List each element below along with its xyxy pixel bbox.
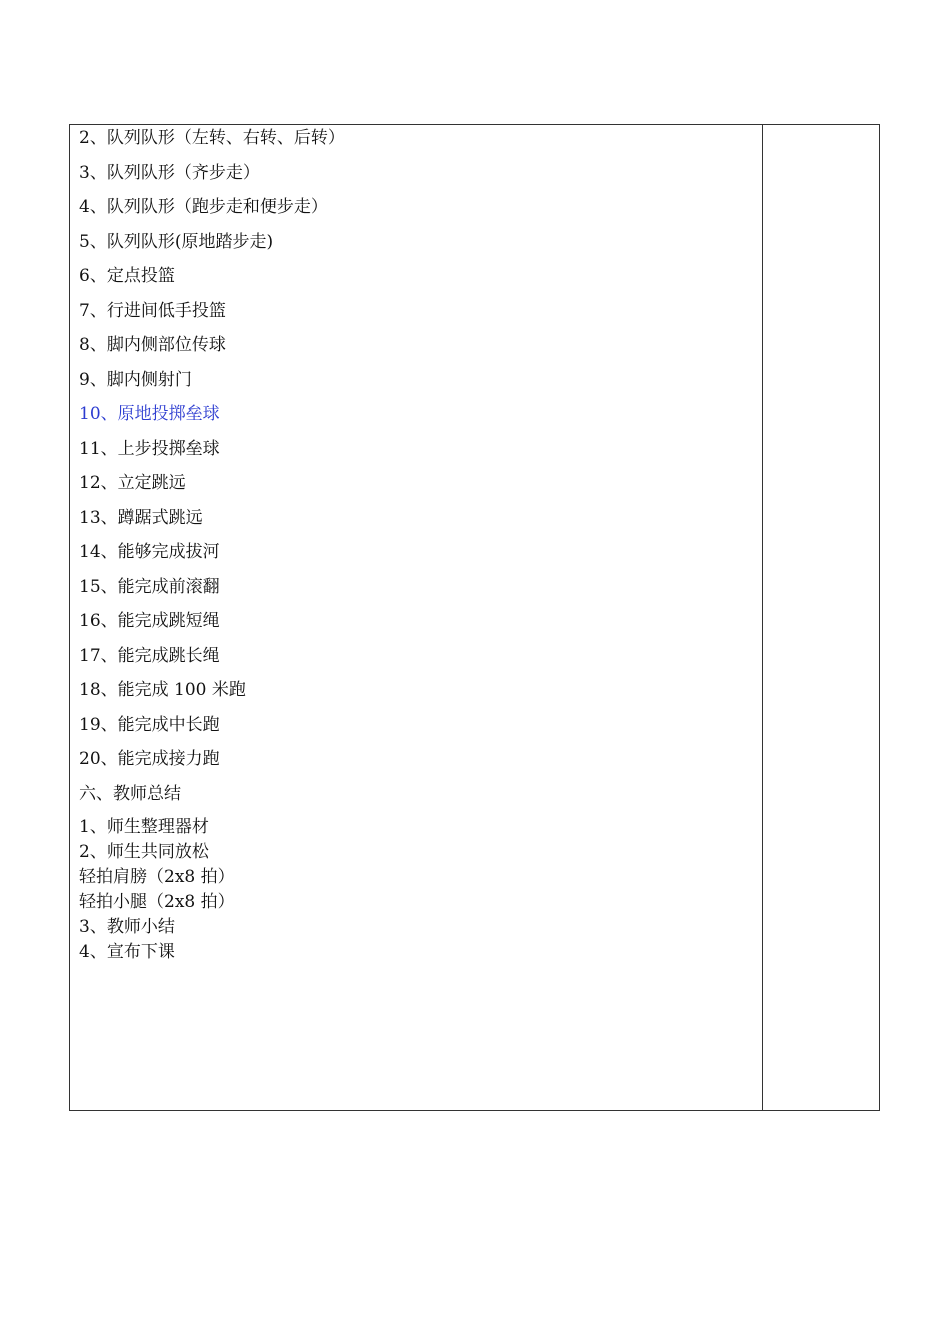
list-item: 19、能完成中长跑	[79, 714, 220, 735]
summary-line: 轻拍肩膀（2x8 拍）	[79, 867, 235, 887]
section-heading: 六、教师总结	[79, 783, 181, 804]
list-item: 8、脚内侧部位传球	[79, 335, 226, 355]
list-item: 17、能完成跳长绳	[79, 645, 220, 666]
summary-list	[79, 815, 754, 965]
list-item: 13、蹲踞式跳远	[79, 507, 203, 528]
list-item: 14、能够完成拔河	[79, 542, 220, 562]
summary-line: 1、师生整理器材	[79, 817, 209, 837]
lesson-table	[69, 124, 880, 1111]
list-item: 12、立定跳远	[79, 473, 186, 493]
list-item: 6、定点投篮	[79, 266, 175, 286]
summary-line: 4、宣布下课	[79, 942, 175, 962]
list-item: 11、上步投掷垒球	[79, 438, 220, 459]
notes-cell	[763, 125, 879, 1110]
list-item: 20、能完成接力跑	[79, 749, 220, 769]
list-item: 16、能完成跳短绳	[79, 611, 220, 631]
list-item: 4、队列队形（跑步走和便步走）	[79, 197, 328, 217]
list-item: 3、队列队形（齐步走）	[79, 162, 260, 183]
summary-line: 3、教师小结	[79, 917, 175, 937]
summary-line: 2、师生共同放松	[79, 842, 209, 862]
content-cell	[79, 125, 754, 965]
list-item: 15、能完成前滚翻	[79, 576, 220, 597]
list-item: 9、脚内侧射门	[79, 369, 192, 390]
list-item: 2、队列队形（左转、右转、后转）	[79, 128, 345, 148]
summary-line: 轻拍小腿（2x8 拍）	[79, 892, 235, 912]
list-item-highlighted: 10、原地投掷垒球	[79, 404, 220, 424]
list-item: 5、队列队形(原地踏步走)	[79, 231, 274, 252]
list-item: 7、行进间低手投篮	[79, 300, 226, 321]
list-item: 18、能完成 100 米跑	[79, 680, 246, 700]
